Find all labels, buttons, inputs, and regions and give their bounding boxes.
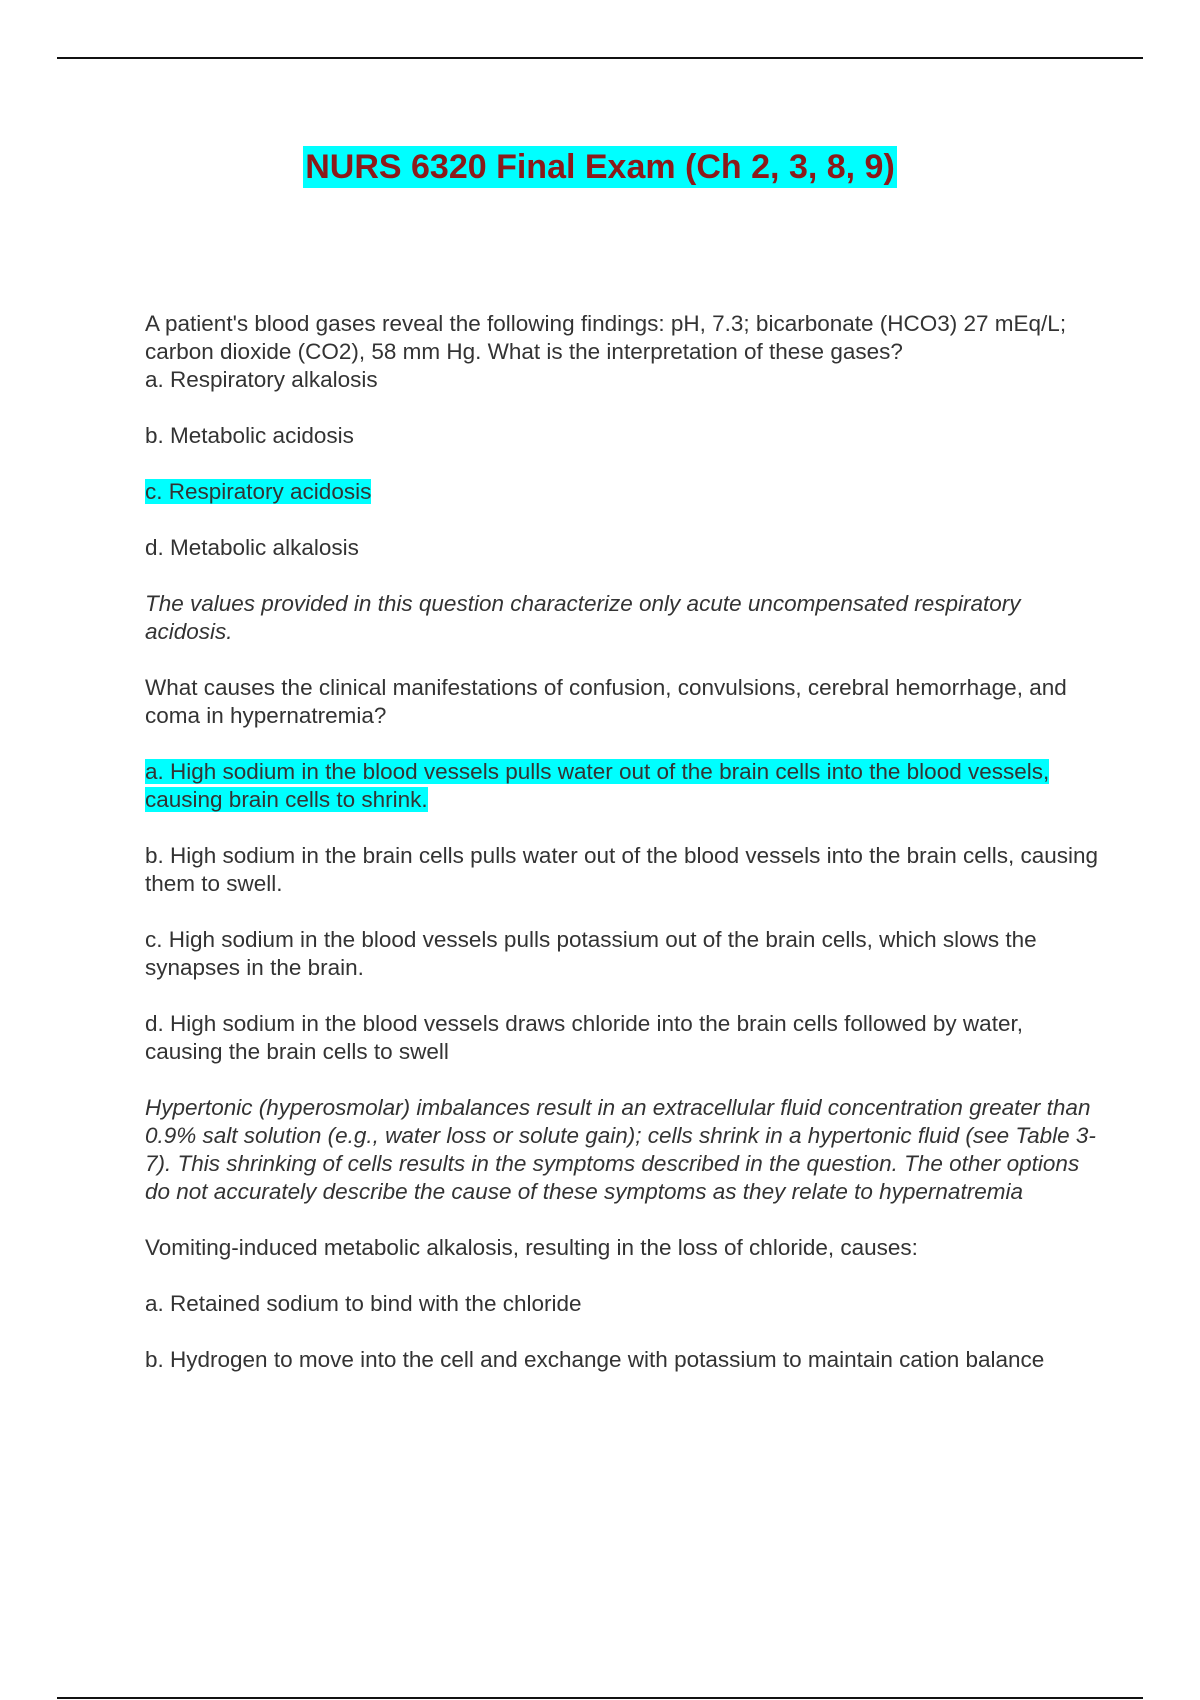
question-3-option-b: b. Hydrogen to move into the cell and exchange with potassium to maintain cation balance: [145, 1347, 1045, 1372]
question-1-option-a: a. Respiratory alkalosis: [145, 367, 378, 392]
top-rule: [57, 57, 1143, 59]
page-title: NURS 6320 Final Exam (Ch 2, 3, 8, 9): [305, 148, 895, 186]
bottom-rule: [57, 1697, 1143, 1699]
question-2-option-a-highlighted: a. High sodium in the blood vessels pulls water out of the brain cells into the blood vessels, causing brain cells to shrink.: [145, 759, 1050, 812]
exam-content: [145, 310, 1105, 1374]
question-1-stem: A patient's blood gases reveal the following findings: pH, 7.3; bicarbonate (HCO3) 27 mEq/L; carbon dioxide (CO2), 58 mm Hg. What is the interpretation of these gases?: [145, 311, 1067, 364]
question-3-option-a: a. Retained sodium to bind with the chloride: [145, 1291, 582, 1316]
question-2-stem: What causes the clinical manifestations of confusion, convulsions, cerebral hemorrhage, and coma in hypernatremia?: [145, 675, 1067, 728]
question-2-option-c: c. High sodium in the blood vessels pulls potassium out of the brain cells, which slows the synapses in the brain.: [145, 927, 1037, 980]
question-1-option-d: d. Metabolic alkalosis: [145, 535, 359, 560]
question-2-option-d: d. High sodium in the blood vessels draws chloride into the brain cells followed by water, causing the brain cells to swell: [145, 1011, 1023, 1064]
question-1-rationale: The values provided in this question characterize only acute uncompensated respiratory acidosis.: [145, 591, 1021, 644]
title-block: [0, 146, 1200, 188]
question-1-option-c-highlighted: c. Respiratory acidosis: [145, 479, 372, 504]
question-2-option-b: b. High sodium in the brain cells pulls water out of the blood vessels into the brain cells, causing them to swell.: [145, 843, 1099, 896]
question-2-rationale: Hypertonic (hyperosmolar) imbalances result in an extracellular fluid concentration greater than 0.9% salt solution (e.g., water loss or solute gain); cells shrink in a hypertonic fluid (see Table 3-7). This shrinking of cells results in the symptoms described in the question. The other options do not accurately describe the cause of these symptoms as they relate to hypernatremia: [145, 1095, 1096, 1204]
question-3-stem: Vomiting-induced metabolic alkalosis, resulting in the loss of chloride, causes:: [145, 1235, 918, 1260]
question-1-option-b: b. Metabolic acidosis: [145, 423, 354, 448]
